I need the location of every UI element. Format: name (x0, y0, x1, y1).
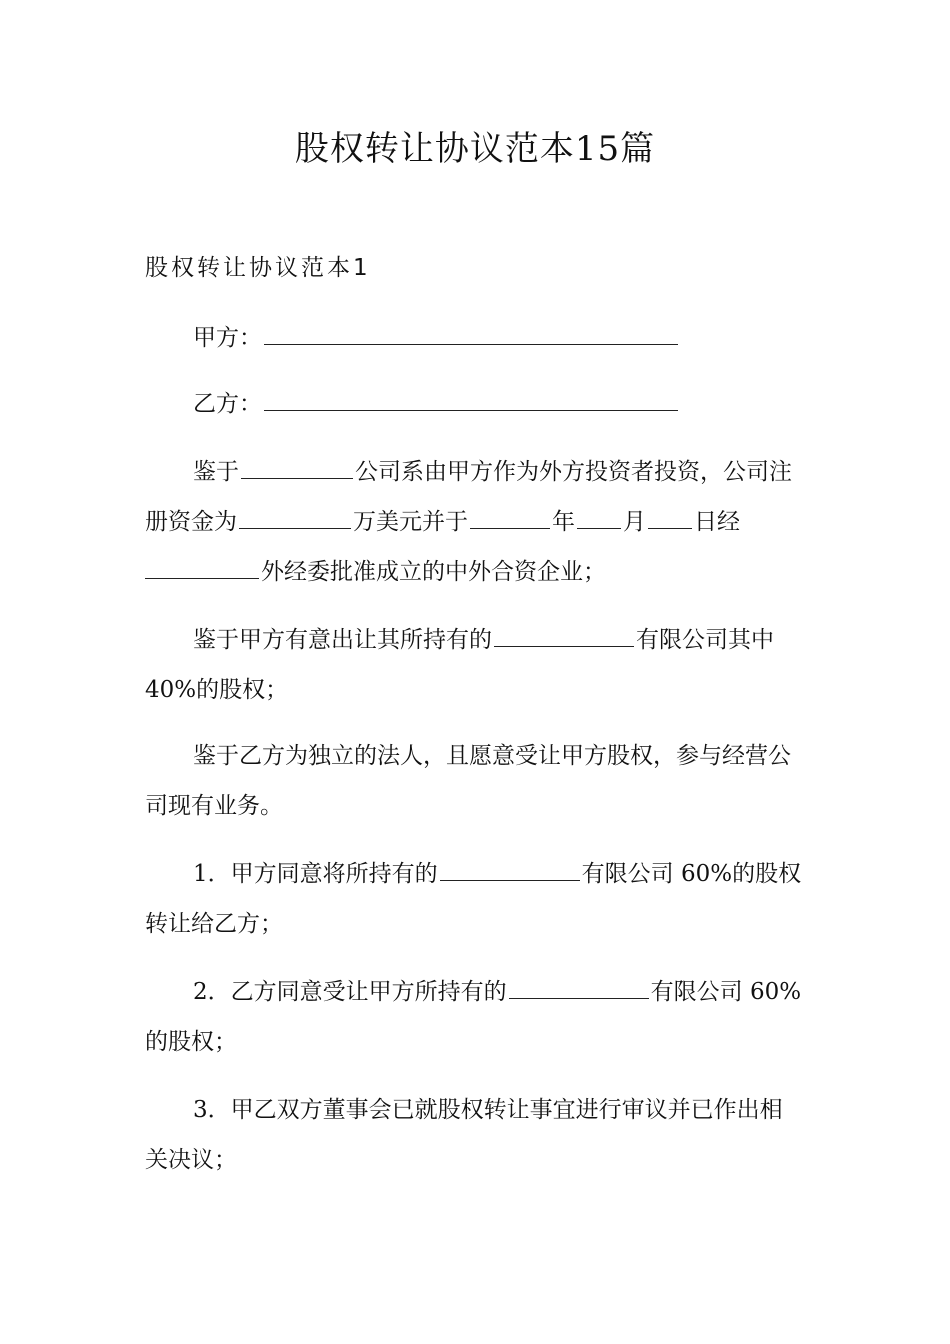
party-a-line (193, 320, 680, 356)
clause-1-text: 1．甲方同意将所持有的 (193, 861, 438, 887)
recital-1-text: 公司系由甲方作为外方投资者投资，公司注 (355, 459, 792, 485)
document-title: 股权转让协议范本15篇 (294, 129, 656, 169)
clause-2-text: 有限公司 60% (650, 979, 802, 1005)
clause-1-line-2 (145, 906, 283, 942)
recital-1-text: 鉴于 (193, 459, 239, 485)
recital-2-line-2 (145, 672, 288, 708)
company-blank (494, 622, 634, 647)
clause-2-line-2 (145, 1024, 237, 1060)
clause-2-text: 2．乙方同意受让甲方所持有的 (193, 979, 507, 1005)
section-heading: 股权转让协议范本1 (145, 255, 371, 281)
capital-blank (239, 504, 351, 529)
clause-3-line-2: 关决议； (145, 1147, 237, 1173)
party-a-blank (264, 320, 678, 345)
recital-1-text: 册资金为 (145, 509, 237, 535)
recital-1-text: 月 (623, 509, 646, 535)
recital-1-text: 日经 (694, 509, 740, 535)
clause-1-text: 有限公司 60%的股权 (581, 861, 802, 887)
clause-2-text: 的股权； (145, 1029, 237, 1055)
recital-2-line-1 (193, 622, 774, 658)
party-b-blank (264, 386, 678, 411)
recital-1-text: 万美元并于 (353, 509, 468, 535)
recital-2-text: 鉴于甲方有意出让其所持有的 (193, 627, 492, 653)
party-a-label: 甲方： (193, 325, 262, 351)
clause-1-line-1 (193, 856, 801, 892)
company-name-blank (241, 454, 353, 479)
year-blank (470, 504, 550, 529)
day-blank (648, 504, 692, 529)
recital-1-line-3 (145, 554, 606, 590)
month-blank (577, 504, 621, 529)
clause-1-text: 转让给乙方； (145, 911, 283, 937)
recital-2-text: 有限公司其中 (636, 627, 774, 653)
recital-2-text: 40%的股权； (145, 677, 289, 703)
clause-2-line-1 (193, 974, 801, 1010)
party-b-line (193, 386, 680, 422)
company-blank (440, 856, 580, 881)
clause-3-line-1: 3．甲乙双方董事会已就股权转让事宜进行审议并已作出相 (193, 1097, 783, 1123)
recital-1-text: 外经委批准成立的中外合资企业； (261, 559, 606, 585)
recital-3-line-2: 司现有业务。 (145, 793, 283, 819)
company-blank (509, 974, 649, 999)
recital-3-line-1: 鉴于乙方为独立的法人，且愿意受让甲方股权，参与经营公 (193, 743, 791, 769)
recital-1-line-1 (193, 454, 792, 490)
recital-1-text: 年 (552, 509, 575, 535)
party-b-label: 乙方： (193, 391, 262, 417)
approver-blank (145, 554, 259, 579)
recital-1-line-2 (145, 504, 740, 540)
